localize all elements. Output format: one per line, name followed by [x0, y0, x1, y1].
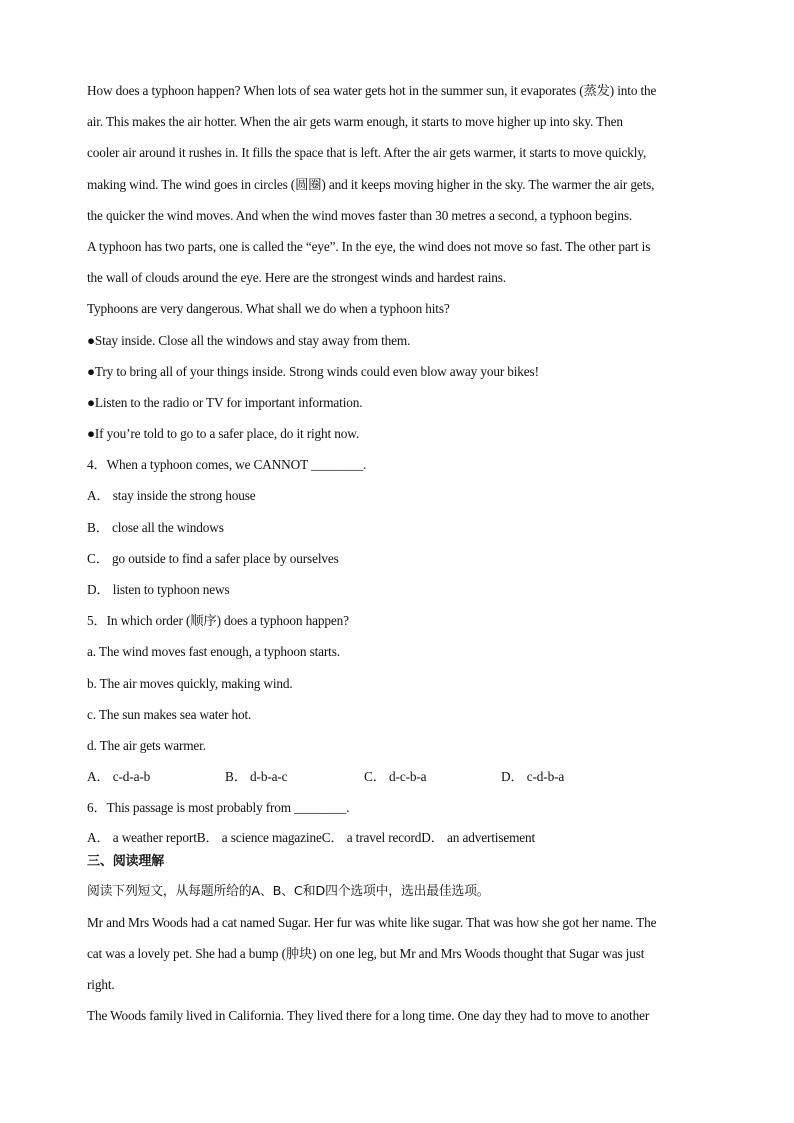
- passage-line: making wind. The wind goes in circles (圆圈) and it keeps moving higher in the sky. The warmer the air gets,: [87, 176, 655, 192]
- passage-line: cooler air around it rushes in. It fills the space that is left. After the air gets warmer, it starts to move quickly,: [87, 145, 647, 161]
- option-d: D． listen to typhoon news: [87, 582, 230, 597]
- options-row: [87, 765, 712, 796]
- typhoon-passage: [87, 79, 712, 453]
- question-stem: 6．This passage is most probably from ________.: [87, 800, 350, 816]
- passage-line: the wall of clouds around the eye. Here are the strongest winds and hardest rains.: [87, 270, 506, 286]
- order-item: b. The air moves quickly, making wind.: [87, 675, 293, 691]
- passage-line: the quicker the wind moves. And when the wind moves faster than 30 metres a second, a typhoon begins.: [87, 207, 633, 223]
- document-page: [87, 79, 712, 1035]
- option-a: A． c-d-a-b: [87, 769, 151, 785]
- passage-line: Mr and Mrs Woods had a cat named Sugar. Her fur was white like sugar. That was how she got her name. The: [87, 914, 657, 930]
- question-stem: 5．In which order (顺序) does a typhoon happen?: [87, 613, 349, 629]
- passage-line: A typhoon has two parts, one is called the “eye”. In the eye, the wind does not move so fast. The other part is: [87, 238, 651, 254]
- section-title: 三、阅读理解: [87, 853, 165, 869]
- order-item: c. The sun makes sea water hot.: [87, 706, 252, 722]
- order-item: d. The air gets warmer.: [87, 737, 206, 753]
- question-5: [87, 609, 712, 796]
- option-b: B． close all the windows: [87, 519, 224, 535]
- passage-line: How does a typhoon happen? When lots of sea water gets hot in the summer sun, it evaporates (蒸发) into the: [87, 83, 657, 98]
- section-3: [87, 850, 712, 1036]
- passage-line: The Woods family lived in California. They lived there for a long time. One day they had to move to another: [87, 1008, 650, 1024]
- question-4: [87, 453, 712, 609]
- order-item: a. The wind moves fast enough, a typhoon starts.: [87, 644, 340, 660]
- question-stem: 4．When a typhoon comes, we CANNOT ________.: [87, 457, 367, 473]
- option-a: A． stay inside the strong house: [87, 488, 256, 504]
- option-b: B． d-b-a-c: [225, 769, 288, 785]
- section-instruction: 阅读下列短文，从每题所给的A、B、C和D四个选项中，选出最佳选项。: [87, 883, 490, 899]
- passage-line: air. This makes the air hotter. When the air gets warm enough, it starts to move higher up into sky. Then: [87, 114, 623, 130]
- passage-line: Typhoons are very dangerous. What shall we do when a typhoon hits?: [87, 301, 450, 317]
- options-line: A． a weather reportB． a science magazineC． a travel recordD． an advertisement: [87, 829, 536, 845]
- question-6: [87, 796, 712, 849]
- bullet-item: ●Listen to the radio or TV for important information.: [87, 394, 363, 410]
- passage-line: cat was a lovely pet. She had a bump (肿块) on one leg, but Mr and Mrs Woods thought that Sugar was just: [87, 945, 645, 961]
- option-d: D． c-d-b-a: [501, 769, 565, 785]
- bullet-item: ●If you’re told to go to a safer place, do it right now.: [87, 426, 360, 442]
- option-c: C． go outside to find a safer place by ourselves: [87, 550, 339, 566]
- bullet-item: ●Stay inside. Close all the windows and stay away from them.: [87, 332, 411, 348]
- option-c: C． d-c-b-a: [364, 769, 427, 785]
- bullet-item: ●Try to bring all of your things inside. Strong winds could even blow away your bikes!: [87, 363, 539, 379]
- passage-line: right.: [87, 977, 115, 993]
